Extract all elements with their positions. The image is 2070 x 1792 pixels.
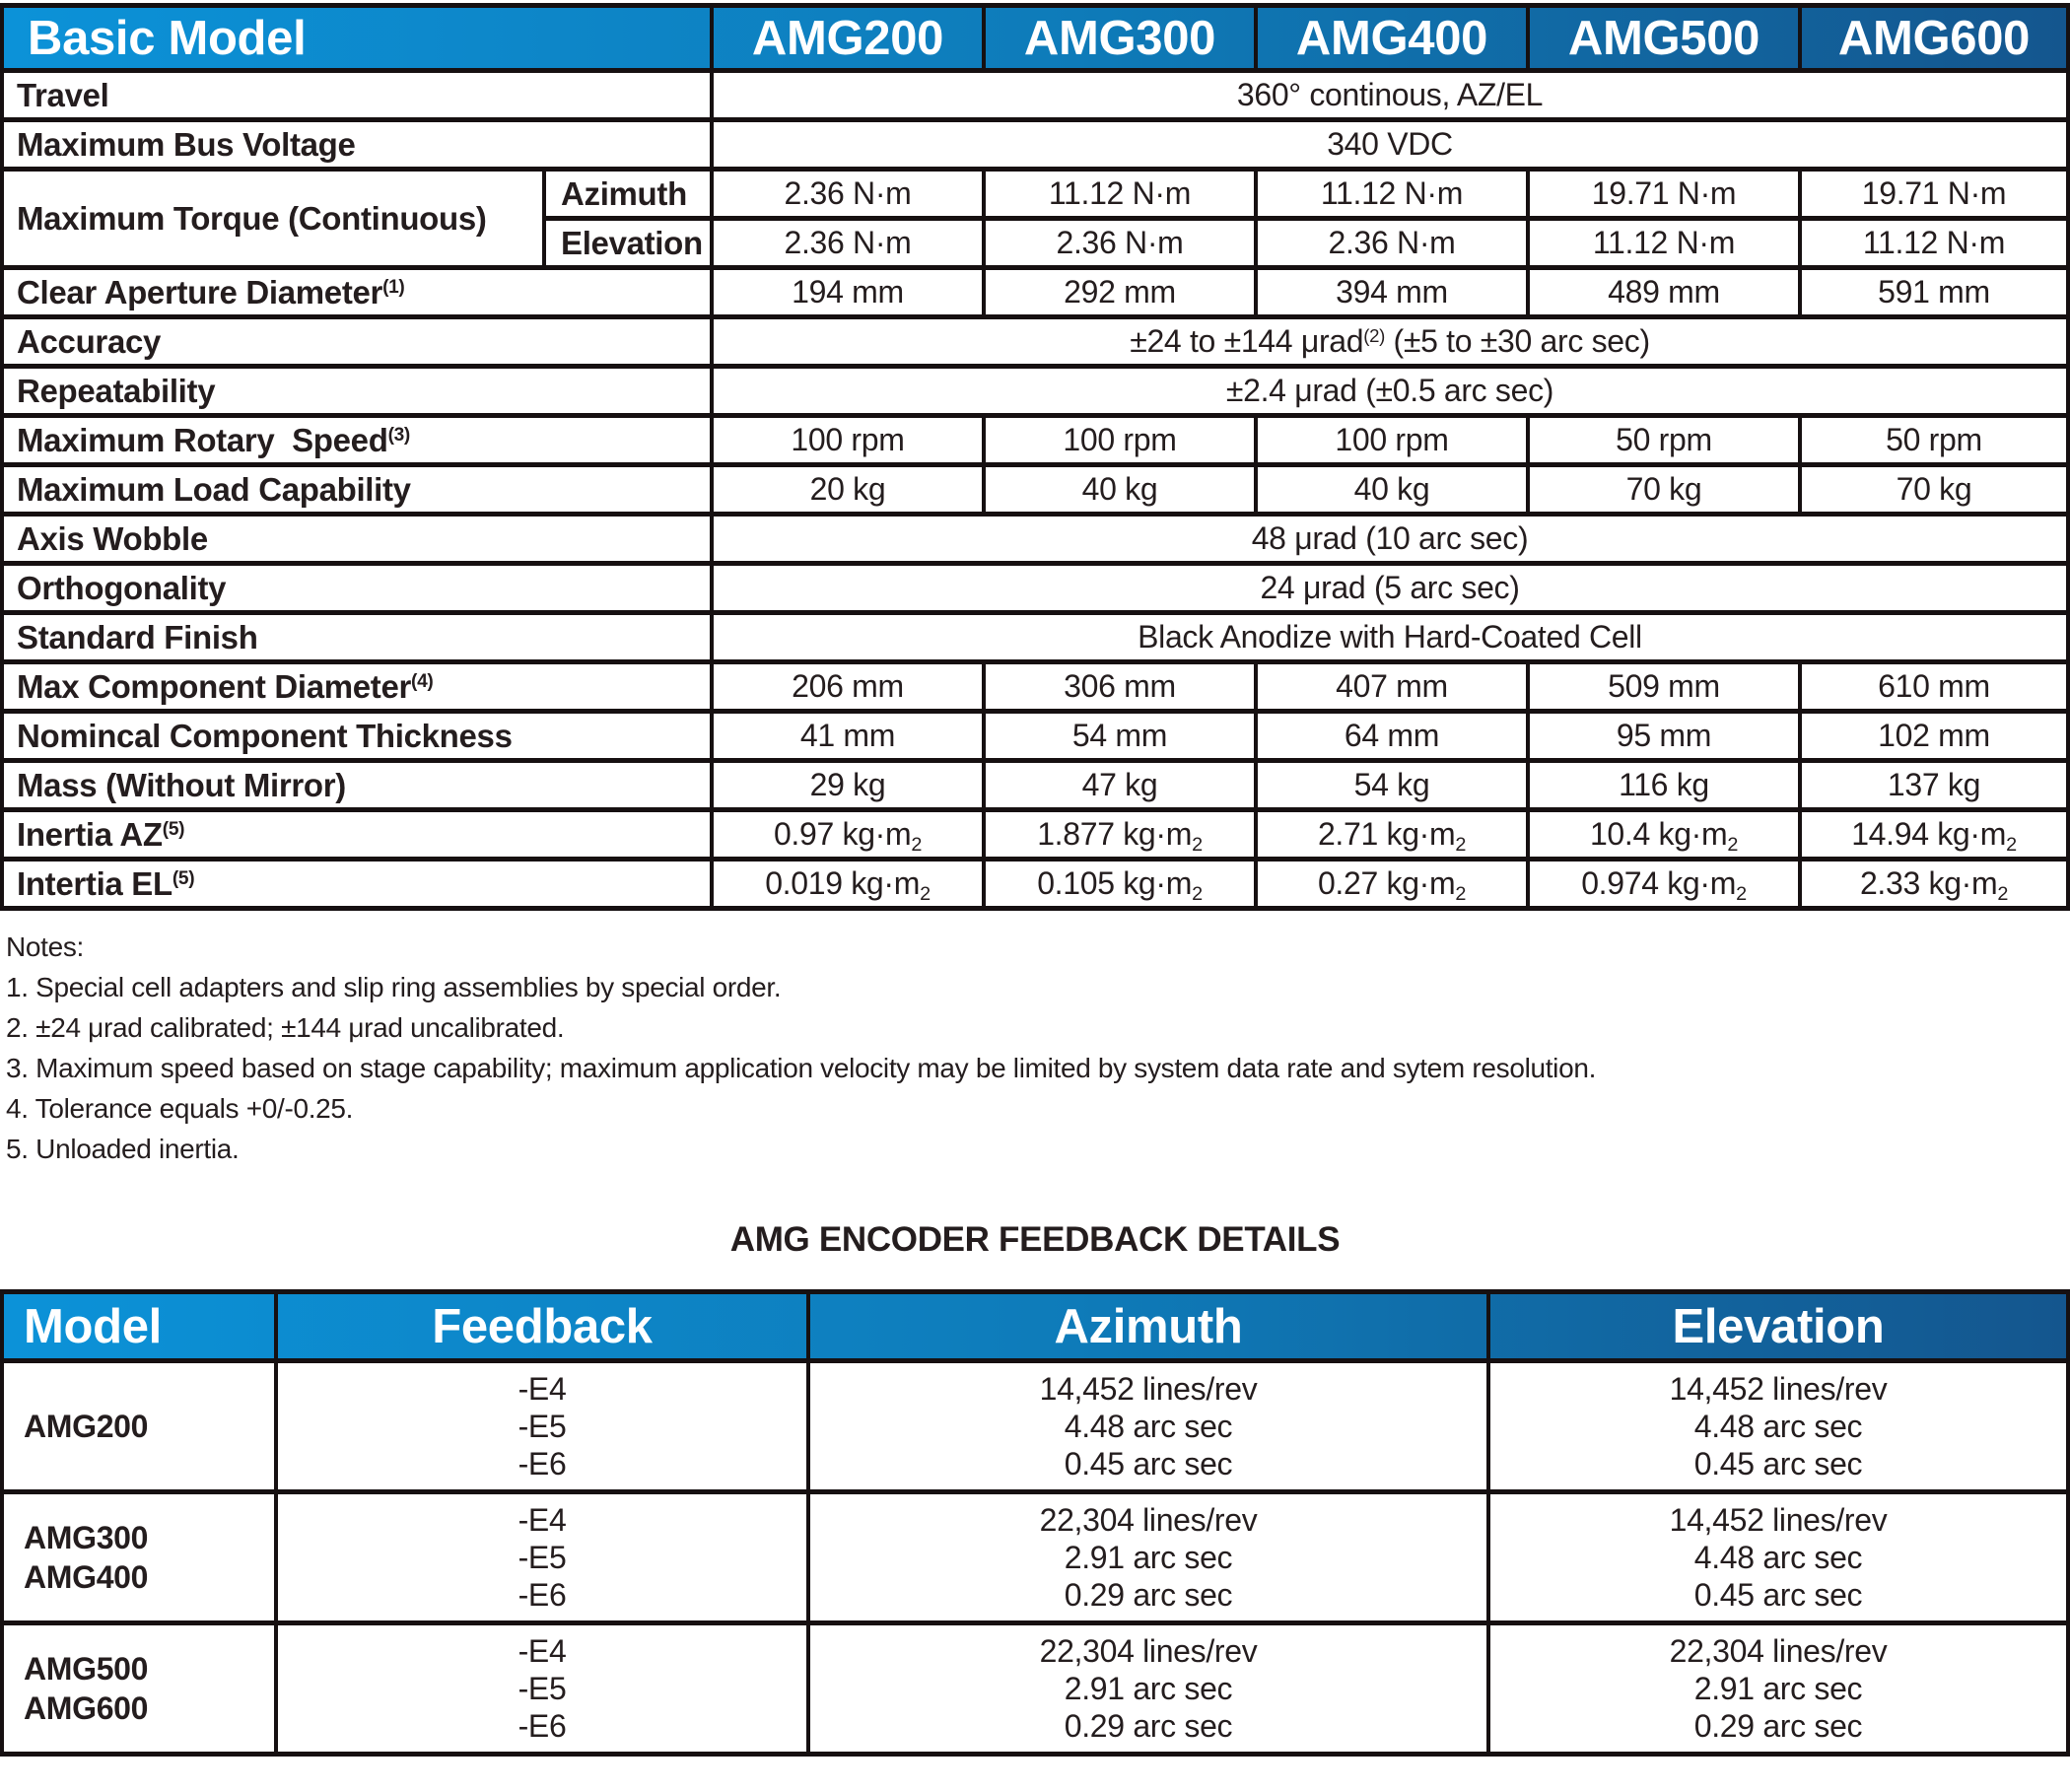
spec-value-cell: 0.97 $kg\cdot m_2$ (712, 810, 984, 860)
spec-row-aperture (2, 268, 2068, 317)
spec-value-cell: 407 mm (1256, 662, 1528, 712)
spec-row-thickness (2, 712, 2068, 761)
model-column-header: Model (2, 1292, 276, 1361)
spec-value-cell: 2.36 N·m (1256, 219, 1528, 268)
feedback-cell: -E4 -E5 -E6 (276, 1361, 808, 1492)
spec-row-travel (2, 71, 2068, 120)
inertia-el-label: Intertia EL$^{(5)}$ (2, 860, 712, 909)
repeatability-value: ±2.4 μrad (±0.5 arc sec) (712, 367, 2068, 416)
spec-value-cell: 11.12 N·m (1528, 219, 1800, 268)
finish-label: Standard Finish (2, 613, 712, 662)
spec-value-cell: 2.71 $kg\cdot m_2$ (1256, 810, 1528, 860)
spec-row-finish (2, 613, 2068, 662)
spec-row-rotary-speed (2, 416, 2068, 465)
spec-value-cell: 41 mm (712, 712, 984, 761)
travel-value: 360° continous, AZ/EL (712, 71, 2068, 120)
feedback-cell: -E4 -E5 -E6 (276, 1492, 808, 1623)
encoder-row-amg200 (2, 1361, 2068, 1492)
spec-row-repeatability (2, 367, 2068, 416)
spec-value-cell: 54 kg (1256, 761, 1528, 810)
spec-row-bus-voltage (2, 120, 2068, 170)
spec-value-cell: 95 mm (1528, 712, 1800, 761)
spec-row-wobble (2, 515, 2068, 564)
note-item-5: 5. Unloaded inertia. (6, 1134, 240, 1164)
bus-voltage-value: 340 VDC (712, 120, 2068, 170)
spec-value-cell: 292 mm (984, 268, 1256, 317)
torque-elevation-sublabel: Elevation (544, 219, 712, 268)
spec-value-cell: 40 kg (1256, 465, 1528, 515)
spec-value-cell: 102 mm (1800, 712, 2068, 761)
encoder-row-amg500-amg600 (2, 1623, 2068, 1755)
spec-value-cell: 2.36 N·m (984, 219, 1256, 268)
spec-value-cell: 70 kg (1800, 465, 2068, 515)
model-header-amg200: AMG200 (712, 6, 984, 71)
spec-row-mass (2, 761, 2068, 810)
spec-value-cell: 70 kg (1528, 465, 1800, 515)
max-diameter-label: Max Component Diameter$^{(4)}$ (2, 662, 712, 712)
spec-row-max-diameter (2, 662, 2068, 712)
repeatability-label: Repeatability (2, 367, 712, 416)
bus-voltage-label: Maximum Bus Voltage (2, 120, 712, 170)
basic-model-spec-table (0, 3, 2070, 911)
encoder-table-header-row (2, 1292, 2068, 1361)
spec-value-cell: 0.27 $kg\cdot m_2$ (1256, 860, 1528, 909)
spec-row-torque-azimuth (2, 170, 2068, 219)
note-item-3: 3. Maximum speed based on stage capability; maximum application velocity may be limited by system data rate and sytem resolution. (6, 1053, 1597, 1083)
spec-value-cell: 100 rpm (1256, 416, 1528, 465)
spec-value-cell: 137 kg (1800, 761, 2068, 810)
spec-value-cell: 19.71 N·m (1528, 170, 1800, 219)
spec-value-cell: 20 kg (712, 465, 984, 515)
azimuth-cell: 14,452 lines/rev 4.48 arc sec 0.45 arc sec (808, 1361, 1488, 1492)
spec-value-cell: 47 kg (984, 761, 1256, 810)
azimuth-cell: 22,304 lines/rev 2.91 arc sec 0.29 arc sec (808, 1623, 1488, 1755)
spec-value-cell: 2.33 $kg\cdot m_2$ (1800, 860, 2068, 909)
spec-row-orthogonality (2, 564, 2068, 613)
accuracy-label: Accuracy (2, 317, 712, 367)
spec-value-cell: 29 kg (712, 761, 984, 810)
model-cell: AMG200 (2, 1361, 276, 1492)
model-header-amg600: AMG600 (1800, 6, 2068, 71)
torque-label: Maximum Torque (Continuous) (2, 170, 544, 268)
spec-row-load (2, 465, 2068, 515)
elevation-cell: 14,452 lines/rev 4.48 arc sec 0.45 arc sec (1488, 1492, 2068, 1623)
notes-section (6, 927, 2070, 1169)
spec-value-cell: 11.12 N·m (1256, 170, 1528, 219)
spec-table-header-row (2, 6, 2068, 71)
load-label: Maximum Load Capability (2, 465, 712, 515)
wobble-value: 48 μrad (10 arc sec) (712, 515, 2068, 564)
model-header-amg500: AMG500 (1528, 6, 1800, 71)
spec-value-cell: 64 mm (1256, 712, 1528, 761)
model-cell: AMG500 AMG600 (2, 1623, 276, 1755)
spec-value-cell: 40 kg (984, 465, 1256, 515)
elevation-cell: 14,452 lines/rev 4.48 arc sec 0.45 arc sec (1488, 1361, 2068, 1492)
feedback-column-header: Feedback (276, 1292, 808, 1361)
spec-value-cell: 54 mm (984, 712, 1256, 761)
spec-value-cell: 591 mm (1800, 268, 2068, 317)
torque-azimuth-sublabel: Azimuth (544, 170, 712, 219)
spec-value-cell: 2.36 N·m (712, 170, 984, 219)
spec-value-cell: 11.12 N·m (984, 170, 1256, 219)
spec-value-cell: 394 mm (1256, 268, 1528, 317)
spec-value-cell: 50 rpm (1800, 416, 2068, 465)
spec-row-inertia-az (2, 810, 2068, 860)
inertia-az-label: Inertia AZ$^{(5)}$ (2, 810, 712, 860)
thickness-label: Nomincal Component Thickness (2, 712, 712, 761)
spec-row-inertia-el (2, 860, 2068, 909)
note-item-1: 1. Special cell adapters and slip ring assemblies by special order. (6, 972, 782, 1002)
elevation-column-header: Elevation (1488, 1292, 2068, 1361)
spec-value-cell: 206 mm (712, 662, 984, 712)
orthogonality-label: Orthogonality (2, 564, 712, 613)
spec-value-cell: 0.019 $kg\cdot m_2$ (712, 860, 984, 909)
encoder-row-amg300-amg400 (2, 1492, 2068, 1623)
rotary-speed-label: Maximum Rotary Speed$^{(3)}$ (2, 416, 712, 465)
note-item-4: 4. Tolerance equals +0/-0.25. (6, 1093, 354, 1124)
spec-value-cell: 10.4 $kg\cdot m_2$ (1528, 810, 1800, 860)
feedback-cell: -E4 -E5 -E6 (276, 1623, 808, 1755)
azimuth-column-header: Azimuth (808, 1292, 1488, 1361)
spec-value-cell: 489 mm (1528, 268, 1800, 317)
wobble-label: Axis Wobble (2, 515, 712, 564)
model-header-amg300: AMG300 (984, 6, 1256, 71)
note-item-2: 2. ±24 μrad calibrated; ±144 μrad uncalibrated. (6, 1012, 565, 1043)
notes-heading: Notes: (6, 931, 85, 962)
elevation-cell: 22,304 lines/rev 2.91 arc sec 0.29 arc sec (1488, 1623, 2068, 1755)
spec-value-cell: 1.877 $kg\cdot m_2$ (984, 810, 1256, 860)
accuracy-value: ±24 to ±144 μrad$^{(2)}$ (±5 to ±30 arc sec) (712, 317, 2068, 367)
azimuth-cell: 22,304 lines/rev 2.91 arc sec 0.29 arc sec (808, 1492, 1488, 1623)
basic-model-header: Basic Model (2, 6, 712, 71)
encoder-feedback-table (0, 1289, 2070, 1757)
spec-value-cell: 509 mm (1528, 662, 1800, 712)
mass-label: Mass (Without Mirror) (2, 761, 712, 810)
encoder-table-title: AMG ENCODER FEEDBACK DETAILS (729, 1220, 1341, 1259)
travel-label: Travel (2, 71, 712, 120)
spec-value-cell: 116 kg (1528, 761, 1800, 810)
finish-value: Black Anodize with Hard-Coated Cell (712, 613, 2068, 662)
spec-value-cell: 2.36 N·m (712, 219, 984, 268)
model-cell: AMG300 AMG400 (2, 1492, 276, 1623)
spec-value-cell: 610 mm (1800, 662, 2068, 712)
spec-value-cell: 100 rpm (984, 416, 1256, 465)
model-header-amg400: AMG400 (1256, 6, 1528, 71)
spec-row-accuracy (2, 317, 2068, 367)
spec-value-cell: 306 mm (984, 662, 1256, 712)
orthogonality-value: 24 μrad (5 arc sec) (712, 564, 2068, 613)
spec-value-cell: 50 rpm (1528, 416, 1800, 465)
aperture-label: Clear Aperture Diameter$^{(1)}$ (2, 268, 712, 317)
spec-value-cell: 194 mm (712, 268, 984, 317)
spec-value-cell: 19.71 N·m (1800, 170, 2068, 219)
spec-value-cell: 11.12 N·m (1800, 219, 2068, 268)
spec-value-cell: 14.94 $kg\cdot m_2$ (1800, 810, 2068, 860)
spec-value-cell: 100 rpm (712, 416, 984, 465)
spec-value-cell: 0.105 $kg\cdot m_2$ (984, 860, 1256, 909)
spec-value-cell: 0.974 $kg\cdot m_2$ (1528, 860, 1800, 909)
